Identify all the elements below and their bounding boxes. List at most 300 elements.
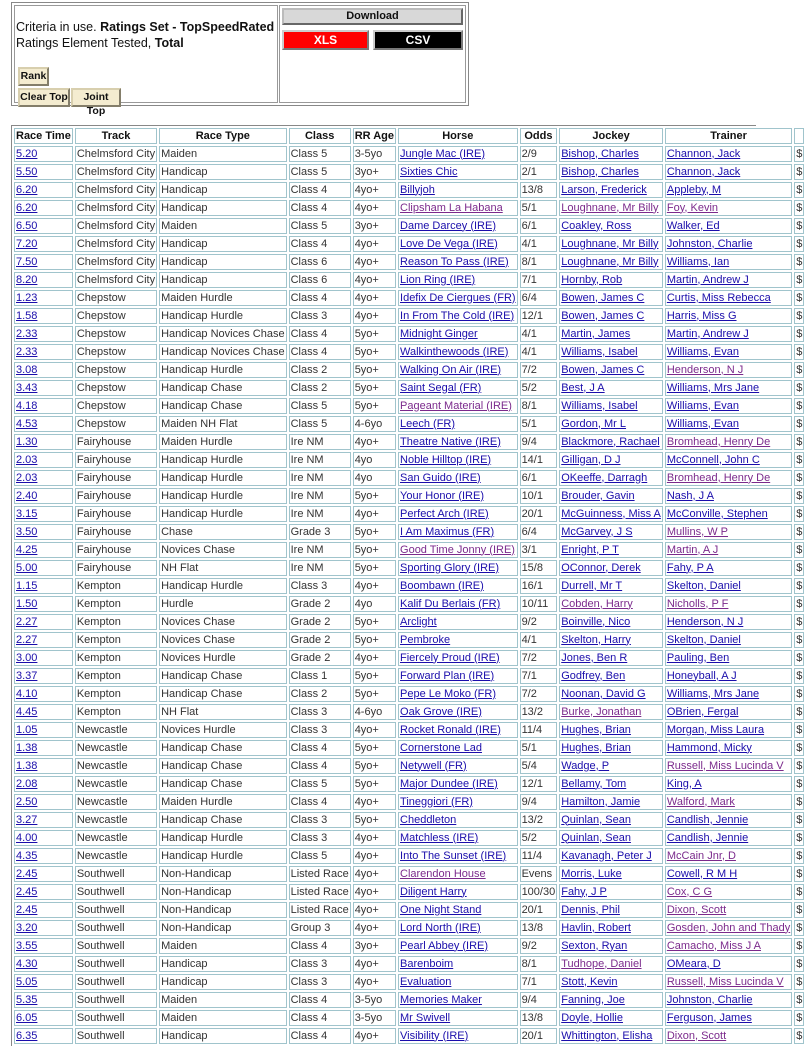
table-row [14, 488, 804, 504]
race-time-link[interactable]: 1.38 [16, 741, 38, 754]
trainer-link[interactable]: Russell, Miss Lucinda V [666, 975, 784, 988]
table-cell [14, 938, 73, 954]
jockey-link[interactable]: Jones, Ben R [561, 651, 628, 664]
jockey-link[interactable]: Brouder, Gavin [561, 489, 635, 502]
jockey-link[interactable]: Bowen, James C [561, 363, 645, 376]
horse-link[interactable]: Dame Darcey (IRE) [400, 219, 496, 232]
jockey-link[interactable]: Martin, James [561, 327, 631, 340]
race-time-link[interactable]: 2.27 [16, 633, 38, 646]
horse-link[interactable]: Lord North (IRE) [400, 921, 481, 934]
trainer-link[interactable]: Williams, Evan [666, 417, 739, 430]
horse-link[interactable]: Cornerstone Lad [400, 741, 482, 754]
table-cell: $ [794, 1028, 804, 1044]
trainer-link[interactable]: Mullins, W P [666, 525, 728, 538]
horse-link[interactable]: Major Dundee (IRE) [400, 777, 498, 790]
table-cell: 4yo+ [353, 308, 396, 324]
column-header[interactable]: RR Age [354, 130, 395, 142]
trainer-link[interactable]: King, A [666, 777, 702, 790]
race-time-link[interactable]: 3.00 [16, 651, 38, 664]
horse-link[interactable]: Arclight [400, 615, 437, 628]
joint-top-button[interactable]: Joint Top [71, 88, 121, 107]
horse-link[interactable]: Clipsham La Habana [400, 201, 503, 214]
trainer-link[interactable]: Candlish, Jennie [666, 813, 749, 826]
column-header[interactable]: Track [75, 128, 157, 144]
race-time-link[interactable]: 2.03 [16, 453, 38, 466]
trainer-link[interactable]: Gosden, John and Thady [666, 921, 791, 934]
table-cell: 4yo+ [353, 920, 396, 936]
trainer-link[interactable]: Russell, Miss Lucinda V [666, 759, 784, 772]
table-cell: Handicap [159, 236, 287, 252]
horse-link[interactable]: I Am Maximus (FR) [400, 525, 495, 538]
column-header[interactable] [794, 128, 804, 144]
horse-link[interactable]: Clarendon House [400, 867, 486, 880]
clear-top-button[interactable]: Clear Top [18, 88, 70, 107]
table-cell: Class 4 [289, 1010, 351, 1026]
horse-link[interactable]: Tineggiori (FR) [400, 795, 473, 808]
race-time-link[interactable]: 4.53 [16, 417, 38, 430]
table-cell [14, 542, 73, 558]
rank-button[interactable]: Rank [18, 67, 49, 86]
table-cell: Maiden Hurdle [159, 290, 287, 306]
horse-link[interactable]: Into The Sunset (IRE) [400, 849, 507, 862]
jockey-link[interactable]: Cobden, Harry [561, 597, 633, 610]
race-time-link[interactable]: 4.18 [16, 399, 38, 412]
table-cell [398, 830, 518, 846]
table-cell: $ [794, 884, 804, 900]
horse-link[interactable]: Leech (FR) [400, 417, 456, 430]
table-cell: Chelmsford City [75, 254, 157, 270]
table-cell [665, 884, 792, 900]
table-cell [665, 830, 792, 846]
trainer-link[interactable]: Channon, Jack [666, 147, 741, 160]
trainer-link[interactable]: Nicholls, P F [666, 597, 729, 610]
trainer-link[interactable]: OBrien, Fergal [666, 705, 739, 718]
horse-link[interactable]: Visibility (IRE) [400, 1029, 469, 1042]
race-time-link[interactable]: 5.35 [16, 993, 38, 1006]
table-cell: 9/4 [520, 794, 558, 810]
horse-link[interactable]: Pepe Le Moko (FR) [400, 687, 496, 700]
horse-link[interactable]: Your Honor (IRE) [400, 489, 484, 502]
table-cell: 5/1 [520, 200, 558, 216]
horse-link[interactable]: Oak Grove (IRE) [400, 705, 482, 718]
jockey-link[interactable]: Bellamy, Tom [561, 777, 627, 790]
table-cell: Class 5 [289, 146, 351, 162]
trainer-link[interactable]: Williams, Evan [666, 345, 739, 358]
race-time-link[interactable]: 2.33 [16, 345, 38, 358]
race-time-link[interactable]: 8.20 [16, 273, 38, 286]
column-header[interactable]: Horse [398, 128, 518, 144]
horse-link[interactable]: Pembroke [400, 633, 451, 646]
race-time-link[interactable]: 3.20 [16, 921, 38, 934]
horse-link[interactable]: Cheddleton [400, 813, 457, 826]
table-row [14, 848, 804, 864]
race-time-link[interactable]: 3.15 [16, 507, 38, 520]
horse-link[interactable]: Sixties Chic [400, 165, 458, 178]
table-cell [665, 686, 792, 702]
trainer-link[interactable]: Camacho, Miss J A [666, 939, 761, 952]
column-header[interactable]: Race Time [16, 130, 71, 142]
table-cell [559, 308, 663, 324]
jockey-link[interactable]: Enright, P T [561, 543, 619, 556]
jockey-link[interactable]: Boinville, Nico [561, 615, 631, 628]
race-time-link[interactable]: 2.40 [16, 489, 38, 502]
jockey-link[interactable]: Loughnane, Mr Billy [561, 237, 659, 250]
trainer-link[interactable]: Johnston, Charlie [666, 237, 753, 250]
trainer-link[interactable]: Dixon, Scott [666, 1029, 727, 1042]
race-time-link[interactable]: 1.58 [16, 309, 38, 322]
race-time-link[interactable]: 3.50 [16, 525, 38, 538]
race-time-link[interactable]: 1.38 [16, 759, 38, 772]
race-time-link[interactable]: 2.33 [16, 327, 38, 340]
jockey-link[interactable]: Best, J A [561, 381, 605, 394]
trainer-link[interactable]: Skelton, Daniel [666, 633, 741, 646]
race-time-link[interactable]: 3.55 [16, 939, 38, 952]
table-cell: Class 2 [289, 362, 351, 378]
trainer-link[interactable]: Ferguson, James [666, 1011, 752, 1024]
horse-link[interactable]: Lion Ring (IRE) [400, 273, 476, 286]
table-cell [559, 884, 663, 900]
trainer-link[interactable]: Nash, J A [666, 489, 714, 502]
jockey-link[interactable]: Godfrey, Ben [561, 669, 626, 682]
trainer-link[interactable]: Williams, Mrs Jane [666, 381, 760, 394]
table-row [14, 254, 804, 270]
race-time-link[interactable]: 5.50 [16, 165, 38, 178]
table-header-row [14, 128, 804, 144]
jockey-link[interactable]: Quinlan, Sean [561, 831, 631, 844]
horse-link[interactable]: Barenboim [400, 957, 454, 970]
race-time-link[interactable]: 5.00 [16, 561, 38, 574]
race-time-link[interactable]: 6.05 [16, 1011, 38, 1024]
table-cell [559, 740, 663, 756]
xls-download-button[interactable]: XLS [282, 30, 369, 50]
jockey-link[interactable]: Sexton, Ryan [561, 939, 628, 952]
table-cell: Maiden [159, 1010, 287, 1026]
jockey-link[interactable]: Fanning, Joe [561, 993, 625, 1006]
race-time-link[interactable]: 4.00 [16, 831, 38, 844]
trainer-link[interactable]: Henderson, N J [666, 615, 744, 628]
trainer-link[interactable]: Channon, Jack [666, 165, 741, 178]
trainer-link[interactable]: Williams, Evan [666, 399, 739, 412]
table-row [14, 902, 804, 918]
jockey-link[interactable]: Loughnane, Mr Billy [561, 255, 659, 268]
jockey-link[interactable]: Coakley, Ross [561, 219, 632, 232]
race-time-link[interactable]: 3.08 [16, 363, 38, 376]
jockey-link[interactable]: Kavanagh, Peter J [561, 849, 652, 862]
table-cell: Class 4 [289, 992, 351, 1008]
table-cell: Non-Handicap [159, 884, 287, 900]
horse-link[interactable]: Evaluation [400, 975, 452, 988]
table-cell [14, 362, 73, 378]
trainer-link[interactable]: Skelton, Daniel [666, 579, 741, 592]
table-cell: Ire NM [289, 452, 351, 468]
table-cell: 4yo+ [353, 506, 396, 522]
trainer-link[interactable]: Candlish, Jennie [666, 831, 749, 844]
race-time-link[interactable]: 7.20 [16, 237, 38, 250]
race-time-link[interactable]: 2.08 [16, 777, 38, 790]
race-time-link[interactable]: 2.45 [16, 885, 38, 898]
jockey-link[interactable]: Williams, Isabel [561, 399, 638, 412]
table-cell [559, 488, 663, 504]
table-cell [14, 650, 73, 666]
jockey-link[interactable]: Skelton, Harry [561, 633, 631, 646]
jockey-link[interactable]: McGuinness, Miss A [561, 507, 661, 520]
table-cell [14, 614, 73, 630]
table-cell [398, 614, 518, 630]
jockey-link[interactable]: Hamilton, Jamie [561, 795, 641, 808]
table-cell: 5yo+ [353, 758, 396, 774]
jockey-link[interactable]: Gordon, Mr L [561, 417, 627, 430]
jockey-link[interactable]: Loughnane, Mr Billy [561, 201, 659, 214]
horse-link[interactable]: Love De Vega (IRE) [400, 237, 498, 250]
trainer-link[interactable]: OMeara, D [666, 957, 721, 970]
horse-link[interactable]: Netywell (FR) [400, 759, 467, 772]
table-row [14, 974, 804, 990]
table-row [14, 236, 804, 252]
trainer-link[interactable]: Appleby, M [666, 183, 722, 196]
race-time-link[interactable]: 6.35 [16, 1029, 38, 1042]
trainer-link[interactable]: McConnell, John C [666, 453, 760, 466]
jockey-link[interactable]: Burke, Jonathan [561, 705, 642, 718]
jockey-link[interactable]: Doyle, Hollie [561, 1011, 623, 1024]
table-cell [398, 992, 518, 1008]
race-time-link[interactable]: 2.03 [16, 471, 38, 484]
table-cell [559, 812, 663, 828]
table-cell: Chelmsford City [75, 236, 157, 252]
horse-link[interactable]: Fiercely Proud (IRE) [400, 651, 500, 664]
jockey-link[interactable]: Bishop, Charles [561, 147, 639, 160]
horse-link[interactable]: In From The Cold (IRE) [400, 309, 515, 322]
table-cell: Fairyhouse [75, 542, 157, 558]
race-time-link[interactable]: 1.05 [16, 723, 38, 736]
trainer-link[interactable]: McConville, Stephen [666, 507, 768, 520]
race-time-link[interactable]: 4.30 [16, 957, 38, 970]
horse-link[interactable]: Reason To Pass (IRE) [400, 255, 509, 268]
race-time-link[interactable]: 4.25 [16, 543, 38, 556]
table-cell [14, 506, 73, 522]
jockey-link[interactable]: OConnor, Derek [561, 561, 641, 574]
horse-link[interactable]: San Guido (IRE) [400, 471, 481, 484]
horse-link[interactable]: Midnight Ginger [400, 327, 478, 340]
race-time-link[interactable]: 7.50 [16, 255, 38, 268]
horse-link[interactable]: Memories Maker [400, 993, 482, 1006]
jockey-link[interactable]: Larson, Frederick [561, 183, 647, 196]
table-row [14, 920, 804, 936]
table-cell [14, 686, 73, 702]
jockey-link[interactable]: Williams, Isabel [561, 345, 638, 358]
horse-link[interactable]: Billyjoh [400, 183, 435, 196]
horse-link[interactable]: Diligent Harry [400, 885, 467, 898]
trainer-link[interactable]: Harris, Miss G [666, 309, 737, 322]
race-time-link[interactable]: 5.20 [16, 147, 38, 160]
jockey-link[interactable]: Dennis, Phil [561, 903, 620, 916]
trainer-link[interactable]: McCain Jnr, D [666, 849, 736, 862]
horse-link[interactable]: Saint Segal (FR) [400, 381, 482, 394]
trainer-link[interactable]: Williams, Ian [666, 255, 730, 268]
horse-link[interactable]: Good Time Jonny (IRE) [400, 543, 515, 556]
column-header[interactable]: Race Type [159, 128, 287, 144]
race-time-link[interactable]: 6.20 [16, 201, 38, 214]
race-time-link[interactable]: 1.50 [16, 597, 38, 610]
trainer-link[interactable]: Dixon, Scott [666, 903, 727, 916]
jockey-link[interactable]: Hughes, Brian [561, 723, 631, 736]
race-time-link[interactable]: 1.15 [16, 579, 38, 592]
table-cell: 6/1 [520, 218, 558, 234]
trainer-link[interactable]: Bromhead, Henry De [666, 471, 771, 484]
race-time-link[interactable]: 2.50 [16, 795, 38, 808]
jockey-link[interactable]: Gilligan, D J [561, 453, 621, 466]
horse-link[interactable]: Idefix De Ciergues (FR) [400, 291, 516, 304]
jockey-link[interactable]: Stott, Kevin [561, 975, 618, 988]
column-header[interactable]: Trainer [665, 128, 792, 144]
table-cell: 4yo+ [353, 956, 396, 972]
race-time-link[interactable]: 1.23 [16, 291, 38, 304]
trainer-link[interactable]: Honeyball, A J [666, 669, 737, 682]
table-cell [559, 992, 663, 1008]
table-cell [559, 974, 663, 990]
horse-link[interactable]: Theatre Native (IRE) [400, 435, 501, 448]
criteria-line2-prefix: Ratings Element Tested, [16, 36, 155, 50]
race-time-link[interactable]: 5.05 [16, 975, 38, 988]
jockey-link[interactable]: McGarvey, J S [561, 525, 633, 538]
jockey-link[interactable]: Quinlan, Sean [561, 813, 631, 826]
trainer-link[interactable]: Fahy, P A [666, 561, 714, 574]
table-cell [398, 380, 518, 396]
table-cell: Southwell [75, 1028, 157, 1044]
jockey-link[interactable]: Fahy, J P [561, 885, 607, 898]
criteria-panel [11, 2, 469, 117]
results-table-wrapper [11, 125, 803, 1046]
race-time-link[interactable]: 4.10 [16, 687, 38, 700]
jockey-link[interactable]: Tudhope, Daniel [561, 957, 642, 970]
race-time-link[interactable]: 2.45 [16, 903, 38, 916]
column-header[interactable]: Class [289, 128, 351, 144]
trainer-link[interactable]: Williams, Mrs Jane [666, 687, 760, 700]
table-cell [559, 1010, 663, 1026]
table-cell [14, 722, 73, 738]
race-time-link[interactable]: 1.30 [16, 435, 38, 448]
race-time-link[interactable]: 4.45 [16, 705, 38, 718]
table-row [14, 470, 804, 486]
table-cell [559, 938, 663, 954]
trainer-link[interactable]: Curtis, Miss Rebecca [666, 291, 771, 304]
table-cell: 4yo [353, 452, 396, 468]
race-time-link[interactable]: 3.43 [16, 381, 38, 394]
race-time-link[interactable]: 3.37 [16, 669, 38, 682]
jockey-link[interactable]: Morris, Luke [561, 867, 622, 880]
table-cell [14, 344, 73, 360]
jockey-link[interactable]: Havlin, Robert [561, 921, 631, 934]
jockey-link[interactable]: Blackmore, Rachael [561, 435, 660, 448]
horse-link[interactable]: Jungle Mac (IRE) [400, 147, 485, 160]
table-cell: Maiden [159, 992, 287, 1008]
table-cell [14, 668, 73, 684]
jockey-link[interactable]: Bowen, James C [561, 291, 645, 304]
trainer-link[interactable]: Hammond, Micky [666, 741, 752, 754]
horse-link[interactable]: Pageant Material (IRE) [400, 399, 512, 412]
horse-link[interactable]: Pearl Abbey (IRE) [400, 939, 489, 952]
table-cell [665, 560, 792, 576]
table-cell [14, 740, 73, 756]
table-cell: Chepstow [75, 308, 157, 324]
horse-link[interactable]: Boombawn (IRE) [400, 579, 484, 592]
table-cell: 4/1 [520, 632, 558, 648]
horse-link[interactable]: Walking On Air (IRE) [400, 363, 502, 376]
trainer-link[interactable]: Martin, A J [666, 543, 719, 556]
trainer-link[interactable]: Johnston, Charlie [666, 993, 753, 1006]
trainer-link[interactable]: Pauling, Ben [666, 651, 730, 664]
table-cell [398, 290, 518, 306]
table-cell: Chelmsford City [75, 146, 157, 162]
table-row [14, 740, 804, 756]
horse-link[interactable]: Forward Plan (IRE) [400, 669, 495, 682]
race-time-link[interactable]: 2.27 [16, 615, 38, 628]
horse-link[interactable]: Perfect Arch (IRE) [400, 507, 489, 520]
table-cell: 4yo+ [353, 200, 396, 216]
trainer-link[interactable]: Bromhead, Henry De [666, 435, 771, 448]
horse-link[interactable]: Walkinthewoods (IRE) [400, 345, 509, 358]
horse-link[interactable]: Noble Hilltop (IRE) [400, 453, 492, 466]
table-cell: 5/1 [520, 416, 558, 432]
trainer-link[interactable]: Morgan, Miss Laura [666, 723, 765, 736]
trainer-link[interactable]: Henderson, N J [666, 363, 744, 376]
table-cell: Class 1 [289, 668, 351, 684]
horse-link[interactable]: Kalif Du Berlais (FR) [400, 597, 501, 610]
jockey-link[interactable]: Bowen, James C [561, 309, 645, 322]
jockey-link[interactable]: Bishop, Charles [561, 165, 639, 178]
horse-link[interactable]: Mr Swivell [400, 1011, 451, 1024]
table-row [14, 308, 804, 324]
table-cell: $ [794, 146, 804, 162]
table-row [14, 326, 804, 342]
trainer-link[interactable]: Cox, C G [666, 885, 713, 898]
table-cell [559, 614, 663, 630]
race-time-link[interactable]: 4.35 [16, 849, 38, 862]
table-cell [14, 920, 73, 936]
trainer-link[interactable]: Martin, Andrew J [666, 273, 749, 286]
jockey-link[interactable]: Hornby, Rob [561, 273, 623, 286]
race-time-link[interactable]: 6.20 [16, 183, 38, 196]
race-time-link[interactable]: 3.27 [16, 813, 38, 826]
table-cell [14, 560, 73, 576]
jockey-link[interactable]: Hughes, Brian [561, 741, 631, 754]
table-cell: Handicap Chase [159, 398, 287, 414]
jockey-link[interactable]: Noonan, David G [561, 687, 646, 700]
horse-link[interactable]: Matchless (IRE) [400, 831, 479, 844]
table-cell: 4yo+ [353, 272, 396, 288]
column-header[interactable]: Jockey [559, 128, 663, 144]
table-row [14, 686, 804, 702]
jockey-link[interactable]: Wadge, P [561, 759, 610, 772]
race-time-link[interactable]: 2.45 [16, 867, 38, 880]
trainer-link[interactable]: Cowell, R M H [666, 867, 738, 880]
jockey-link[interactable]: Whittington, Elisha [561, 1029, 653, 1042]
horse-link[interactable]: Rocket Ronald (IRE) [400, 723, 501, 736]
race-time-link[interactable]: 6.50 [16, 219, 38, 232]
horse-link[interactable]: Sporting Glory (IRE) [400, 561, 500, 574]
table-cell: 4yo+ [353, 1028, 396, 1044]
csv-download-button[interactable]: CSV [373, 30, 463, 50]
trainer-link[interactable]: Walford, Mark [666, 795, 735, 808]
trainer-link[interactable]: Walker, Ed [666, 219, 720, 232]
column-header[interactable]: Odds [520, 128, 558, 144]
trainer-link[interactable]: Foy, Kevin [666, 201, 719, 214]
jockey-link[interactable]: Durrell, Mr T [561, 579, 623, 592]
horse-link[interactable]: One Night Stand [400, 903, 482, 916]
trainer-link[interactable]: Martin, Andrew J [666, 327, 749, 340]
table-cell [665, 200, 792, 216]
table-cell: Handicap Hurdle [159, 578, 287, 594]
jockey-link[interactable]: OKeeffe, Darragh [561, 471, 648, 484]
